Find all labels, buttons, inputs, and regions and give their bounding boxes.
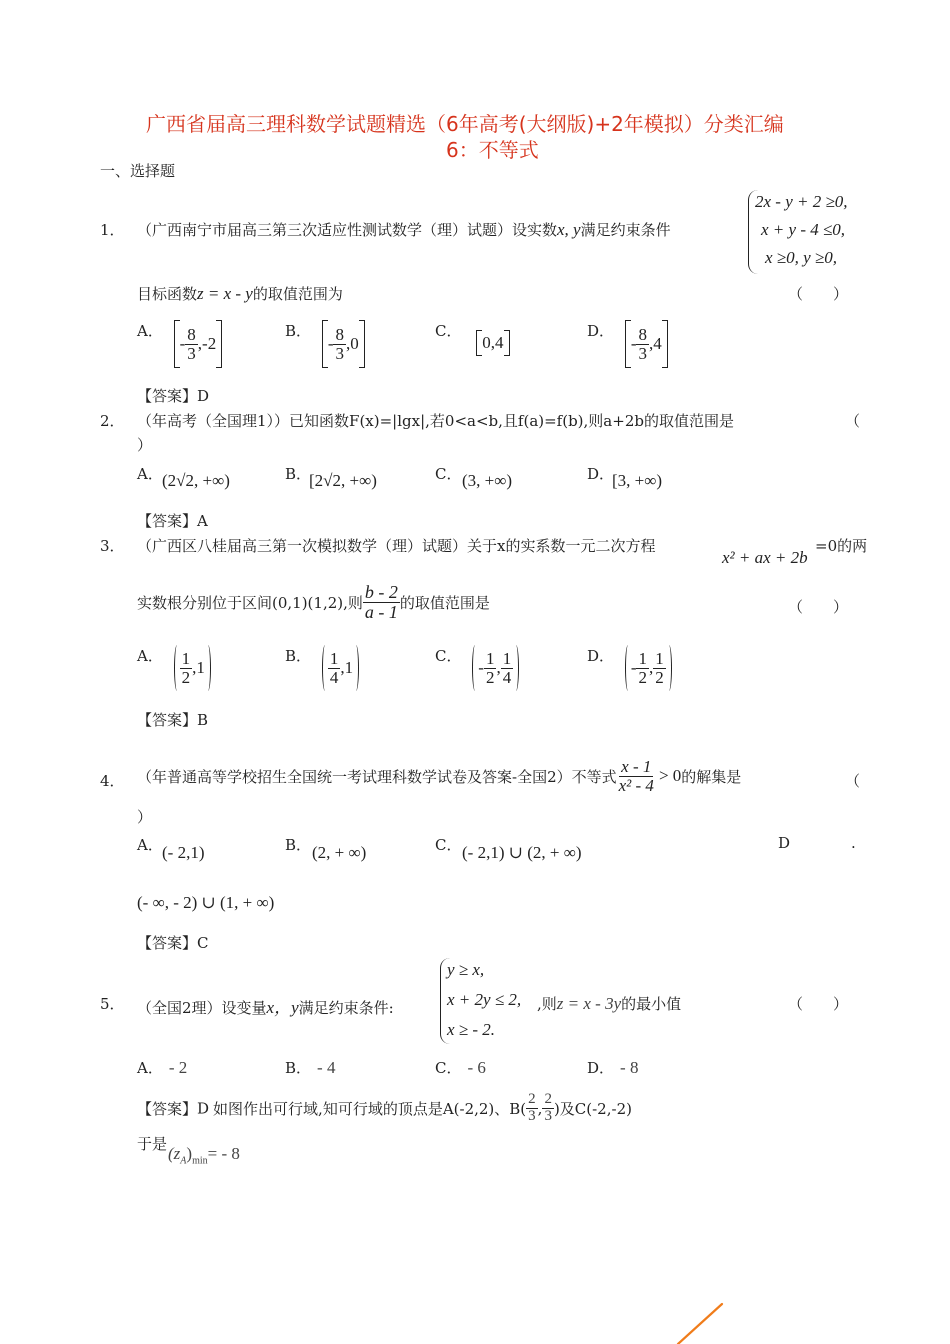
q5-answer: 【答案】D 如图作出可行域,知可行域的顶点是A(-2,2)、B( $\frac{2}{3}$ , $\frac{2}{3}$ )及C(-2,-2) (137, 1091, 632, 1124)
q5-option-d: D． - 8 (587, 1058, 639, 1077)
document-title-line2: 6：不等式 (446, 138, 539, 162)
q3-number: 3． (100, 537, 125, 555)
q4-bracket-left: （ (845, 772, 861, 790)
q1-objective: 目标函数z = x - y的取值范围为 (137, 284, 343, 303)
q3-stem-tail: =0的两 (815, 537, 868, 555)
document-title: 广西省届高三理科数学试题精选（6年高考(大纲版)+2年模拟）分类汇编 (146, 112, 784, 136)
q2-option-d-value: [3, +∞) (612, 471, 663, 490)
q4-number: 4． (100, 772, 125, 790)
q5-conclusion: $(z_A)_{min}= - 8$ (168, 1144, 240, 1167)
q3-option-c: C． - $\frac{1}{2}$ , $\frac{1}{4}$ (435, 645, 519, 691)
q2-bracket-left: （ (845, 412, 861, 430)
q2-bracket-right: ） (137, 436, 153, 454)
q1-constraint-system: 2x - y + 2 ≥0, x + y - 4 ≤0, x ≥0, y ≥0, (748, 190, 867, 274)
q4-option-a: A． (137, 836, 163, 854)
q2-option-c-value: (3, +∞) (462, 471, 513, 490)
q1-option-d: D． - $\frac{8}{3}$ ,4 (587, 320, 668, 368)
q2-stem: （年高考（全国理1））已知函数F(x)=|lgx|,若0<a<b,且f(a)=f(b),则a+2b的取值范围是 (137, 412, 734, 430)
q4-stem: （年普通高等学校招生全国统一考试理科数学试卷及答案-全国2）不等式 $\frac{x - 1}{\text{x² - 4}}$ > 0的解集是 (137, 757, 742, 795)
q5-option-c: C． - 6 (435, 1058, 486, 1077)
q2-option-d: D． (587, 465, 615, 483)
q1-number: 1． (100, 221, 125, 239)
pen-stroke-mark (670, 1300, 730, 1344)
q2-number: 2． (100, 412, 125, 430)
q3-answer: 【答案】B (137, 711, 209, 729)
q4-option-b: B． (285, 836, 312, 854)
q3-option-d: D． - $\frac{1}{2}$ , $\frac{1}{2}$ (587, 645, 672, 691)
q2-answer: 【答案】A (137, 512, 208, 530)
q3-stem: （广西区八桂届高三第一次模拟数学（理）试题）关于x的实系数一元二次方程 (137, 537, 656, 555)
section-heading: 一、选择题 (100, 162, 176, 180)
q3-stem-line2: 实数根分别位于区间(0,1)(1,2),则 $\frac{b - 2}{a - 1}$ 的取值范围是 (137, 582, 490, 622)
q4-option-c: C． (435, 836, 462, 854)
q2-option-b: B． (285, 465, 312, 483)
q3-option-a: A． $\frac{1}{2}$ ,1 (137, 645, 211, 691)
q1-answer: 【答案】D (137, 387, 210, 405)
q5-stem-tail: ,则z = x - 3y的最小值 (537, 994, 682, 1013)
q5-stem: （全国2理）设变量x，y满足约束条件: (137, 998, 394, 1017)
q4-option-d: D (778, 834, 791, 852)
q1-answer-bracket: （ ） (788, 285, 849, 303)
q5-number: 5． (100, 995, 125, 1013)
q4-option-d-value: (- ∞, - 2) ∪ (1, + ∞) (137, 893, 275, 912)
q4-option-d-dot: . (851, 834, 856, 852)
q4-option-b-value: (2, + ∞) (312, 843, 367, 862)
q5-option-b: B． - 4 (285, 1058, 336, 1077)
q3-equation: x² + ax + 2b (722, 548, 808, 567)
q4-option-a-value: (- 2,1) (162, 843, 205, 862)
q5-constraint-system: y ≥ x, x + 2y ≤ 2, x ≥ - 2. (440, 958, 551, 1044)
q5-answer-bracket: （ ） (788, 995, 849, 1013)
q2-option-a-value: (2√2, +∞) (162, 471, 230, 490)
q1-option-b: B． - $\frac{8}{3}$ ,0 (285, 320, 365, 368)
q2-option-a: A． (137, 465, 163, 483)
q1-stem: （广西南宁市届高三第三次适应性测试数学（理）试题）设实数x, y满足约束条件 (137, 220, 671, 239)
q2-option-c: C． (435, 465, 462, 483)
q4-answer: 【答案】C (137, 934, 209, 952)
q4-bracket-right: ） (137, 808, 153, 826)
q1-option-a: A． - $\frac{8}{3}$ ,-2 (137, 320, 222, 368)
q1-option-c: C． 0,4 (435, 320, 510, 356)
q5-conclusion-label: 于是 (137, 1135, 168, 1153)
q3-answer-bracket: （ ） (788, 598, 849, 616)
q3-option-b: B． $\frac{1}{4}$ ,1 (285, 645, 359, 691)
q4-option-c-value: (- 2,1) ∪ (2, + ∞) (462, 843, 582, 862)
q5-option-a: A． - 2 (137, 1058, 188, 1077)
q2-option-b-value: [2√2, +∞) (309, 471, 377, 490)
